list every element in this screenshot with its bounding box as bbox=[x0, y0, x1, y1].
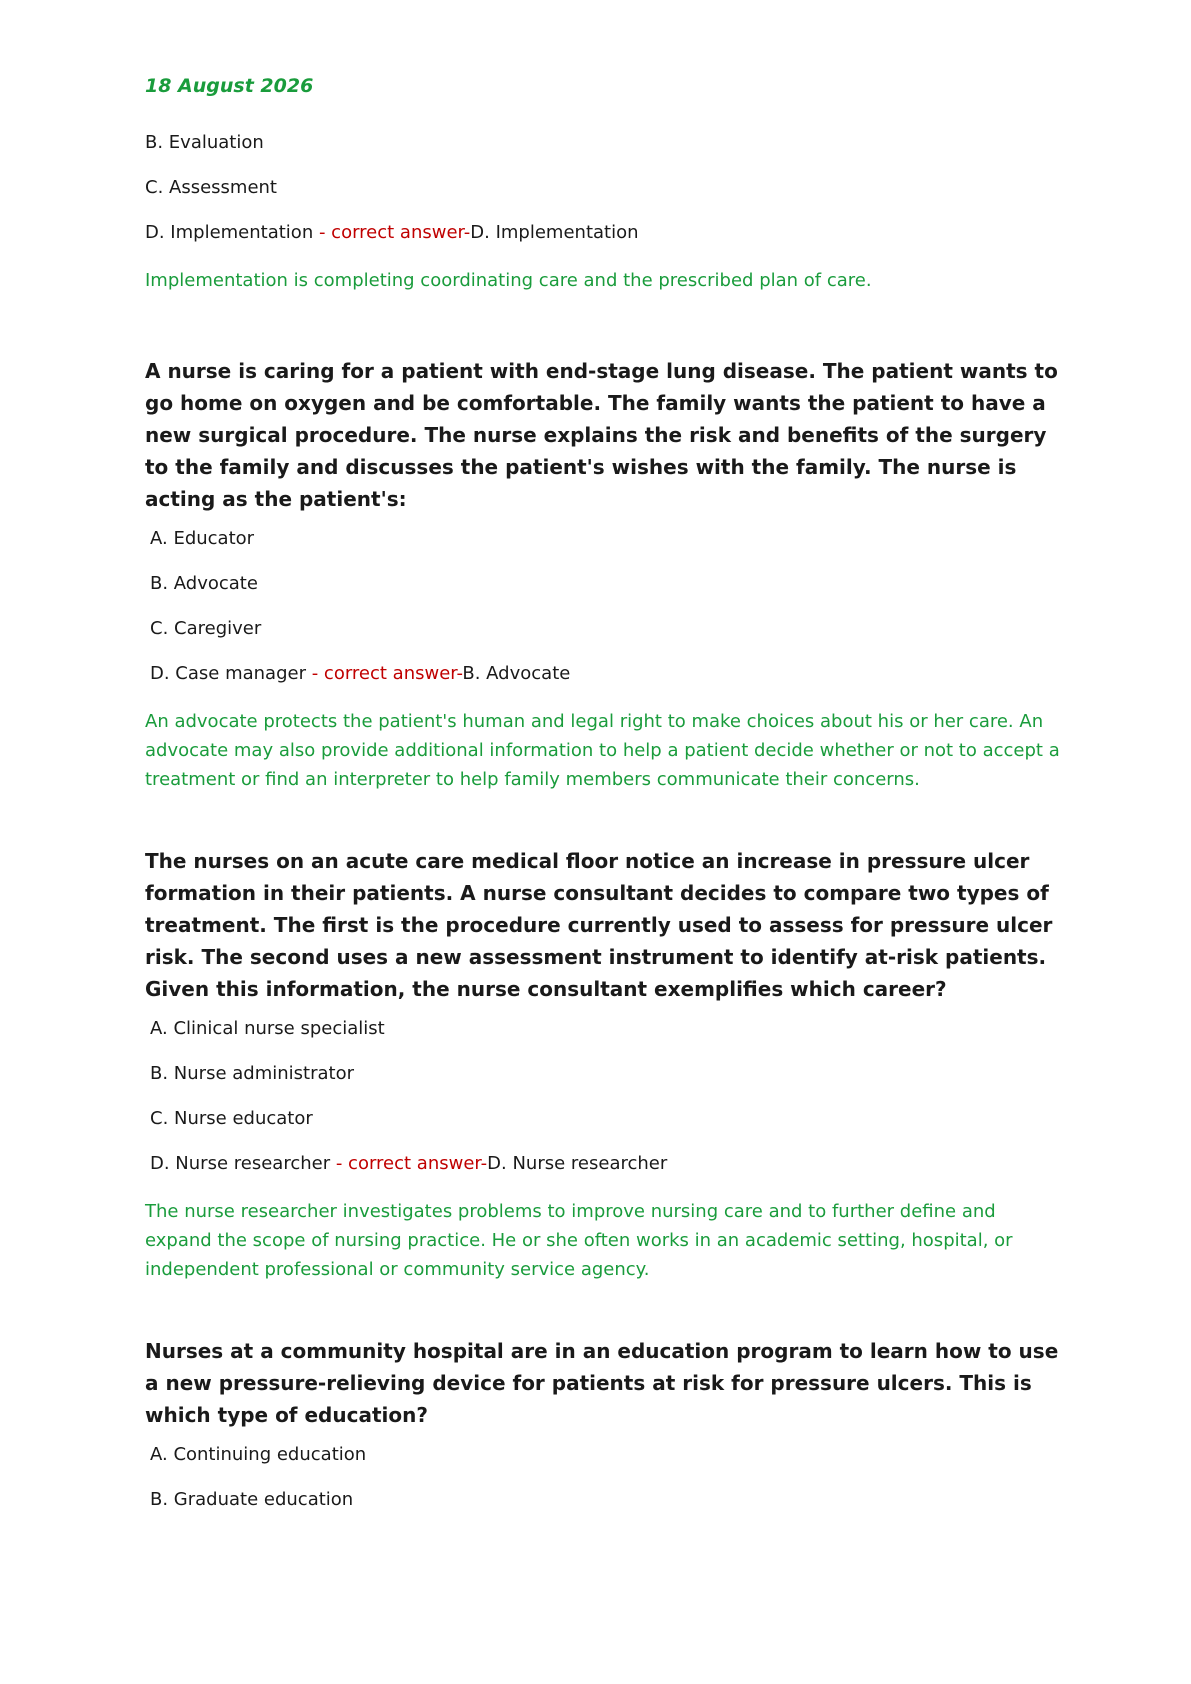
option-a: A. Clinical nurse specialist bbox=[150, 1018, 385, 1039]
option-b: B. Nurse administrator bbox=[150, 1063, 354, 1084]
correct-answer-value: D. Implementation bbox=[470, 222, 639, 243]
question-text: A nurse is caring for a patient with end-stage lung disease. The patient wants to go home on oxygen and be comfortable. The family wants the patient to have a new surgical procedure. The nurse explains the risk and benefits of the surgery to the family and discusses the patient's wishes with the family. The nurse is acting as the patient's: bbox=[145, 359, 1058, 511]
option-b: B. Graduate education bbox=[150, 1489, 354, 1510]
option-d-with-answer bbox=[145, 221, 1065, 245]
correct-answer-value: B. Advocate bbox=[462, 663, 571, 684]
option-a: A. Educator bbox=[150, 528, 255, 549]
answer-explanation: Implementation is completing coordinating care and the prescribed plan of care. bbox=[145, 270, 872, 291]
correct-answer-label: - correct answer- bbox=[330, 1153, 488, 1174]
question-text: Nurses at a community hospital are in an education program to learn how to use a new pressure-relieving device for patients at risk for pressure ulcers. This is which type of education? bbox=[145, 1339, 1059, 1427]
document-date: 18 August 2026 bbox=[145, 75, 314, 97]
correct-answer-value: D. Nurse researcher bbox=[487, 1153, 668, 1174]
document-page bbox=[145, 74, 1065, 1533]
option-c: C. Assessment bbox=[145, 177, 277, 198]
option-d-with-answer bbox=[145, 1152, 1065, 1176]
answer-explanation: An advocate protects the patient's human and legal right to make choices about his or her care. An advocate may also provide additional information to help a patient decide whether or not to accept a treatment or find an interpreter to help family members communicate their concerns. bbox=[145, 711, 1060, 790]
option-d: D. Case manager bbox=[150, 663, 306, 684]
option-c: C. Nurse educator bbox=[150, 1108, 313, 1129]
correct-answer-label: - correct answer- bbox=[313, 222, 471, 243]
option-a: A. Continuing education bbox=[150, 1444, 367, 1465]
correct-answer-label: - correct answer- bbox=[305, 663, 463, 684]
answer-explanation: The nurse researcher investigates problems to improve nursing care and to further define and expand the scope of nursing practice. He or she often works in an academic setting, hospital, or independent professional or community service agency. bbox=[145, 1201, 1013, 1280]
option-b: B. Advocate bbox=[150, 573, 258, 594]
question-text: The nurses on an acute care medical floor notice an increase in pressure ulcer formation in their patients. A nurse consultant decides to compare two types of treatment. The first is the procedure currently used to assess for pressure ulcer risk. The second uses a new assessment instrument to identify at-risk patients. Given this information, the nurse consultant exemplifies which career? bbox=[145, 849, 1053, 1001]
option-d-with-answer bbox=[145, 662, 1065, 686]
option-c: C. Caregiver bbox=[150, 618, 262, 639]
option-b: B. Evaluation bbox=[145, 132, 264, 153]
option-d: D. Nurse researcher bbox=[150, 1153, 331, 1174]
option-d: D. Implementation bbox=[145, 222, 314, 243]
